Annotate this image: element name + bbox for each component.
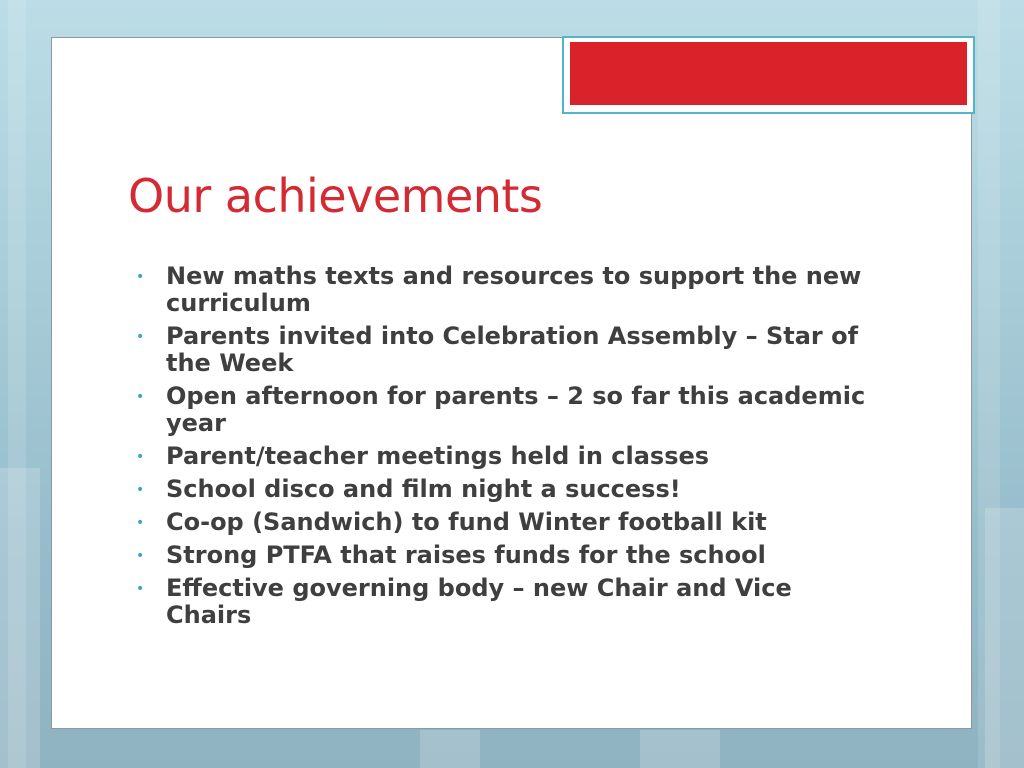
background-bar [985, 508, 1024, 768]
bullet-item [128, 443, 868, 470]
bullet-point-icon: • [136, 389, 145, 405]
title-accent-bar [570, 42, 967, 105]
bullet-point-icon: • [136, 269, 145, 285]
bullet-text: Strong PTFA that raises funds for the school [166, 541, 766, 569]
bullet-point-icon: • [136, 482, 145, 498]
bullet-text: Open afternoon for parents – 2 so far this academic year [166, 382, 866, 437]
bullet-item [128, 542, 868, 569]
bullet-text: Co-op (Sandwich) to fund Winter football kit [166, 508, 767, 536]
bullet-item [128, 476, 868, 503]
bullet-text: Parents invited into Celebration Assembly – Star of the Week [166, 322, 859, 377]
bullet-text: School disco and film night a success! [166, 475, 681, 503]
bullet-item [128, 509, 868, 536]
bullet-item [128, 575, 868, 629]
bullet-point-icon: • [136, 548, 145, 564]
bullet-point-icon: • [136, 515, 145, 531]
bullet-item [128, 383, 868, 437]
bullet-text: New maths texts and resources to support the new curriculum [166, 262, 862, 317]
bullet-text: Effective governing body – new Chair and Vice Chairs [166, 574, 792, 629]
bullet-text: Parent/teacher meetings held in classes [166, 442, 710, 470]
bullet-item [128, 323, 868, 377]
title-accent-frame [562, 36, 975, 114]
background-bar [420, 730, 480, 768]
bullet-point-icon: • [136, 581, 145, 597]
bullet-point-icon: • [136, 329, 145, 345]
bullet-item [128, 263, 868, 317]
bullet-list [128, 263, 868, 635]
background-bar [640, 730, 720, 768]
bullet-point-icon: • [136, 449, 145, 465]
slide-title: Our achievements [128, 169, 543, 223]
background-bar [0, 468, 40, 768]
